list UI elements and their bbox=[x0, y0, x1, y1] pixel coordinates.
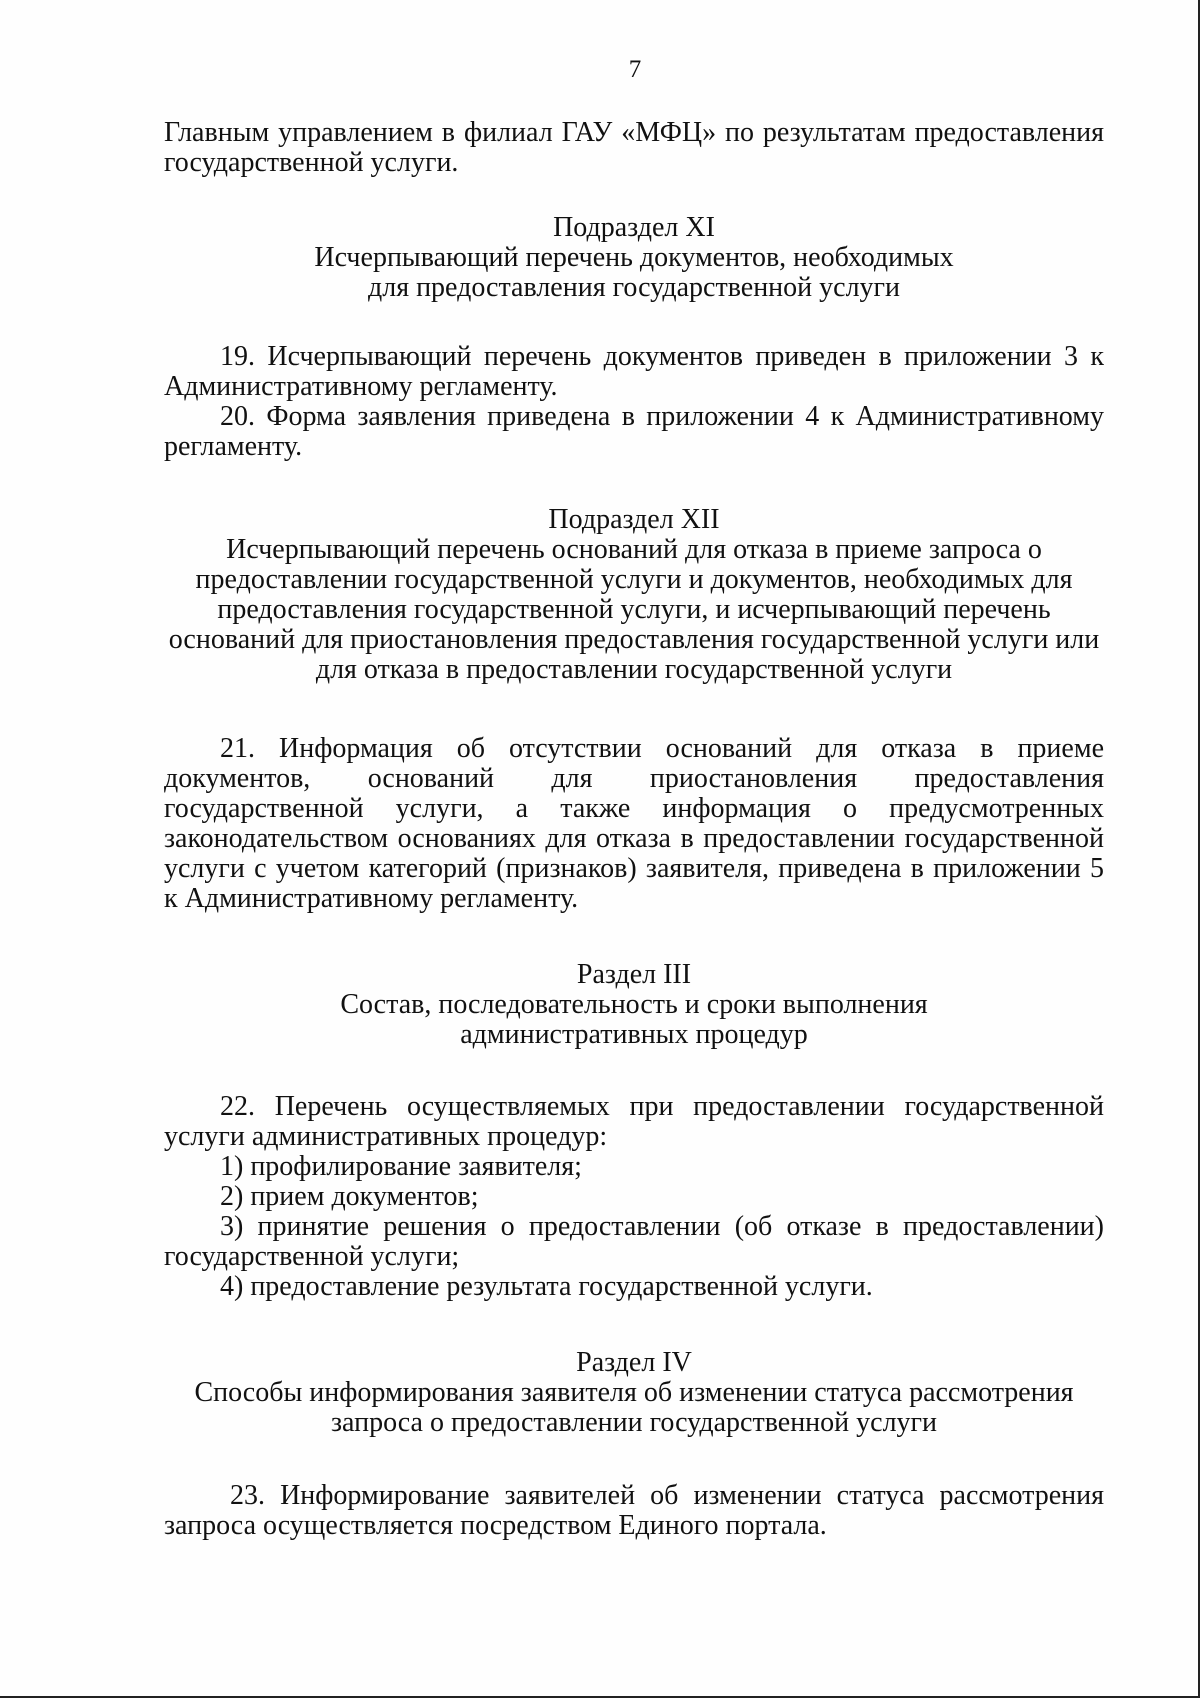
subsection-xi-label: Подраздел XI bbox=[553, 212, 715, 243]
subsection-xii-title-line: предоставления государственной услуги, и исчерпывающий перечень bbox=[217, 594, 1051, 625]
intro-paragraph: Главным управлением в филиал ГАУ «МФЦ» по результатам предоставления государственной услуги. bbox=[164, 117, 1104, 178]
subsection-xii-label: Подраздел XII bbox=[548, 504, 720, 535]
section-iv-title-line: Способы информирования заявителя об изменении статуса рассмотрения bbox=[194, 1377, 1074, 1408]
procedure-list-item: 3) принятие решения о предоставлении (об отказе в предоставлении) государственной услуги; bbox=[164, 1211, 1104, 1272]
section-iii-heading bbox=[164, 960, 1104, 1050]
procedure-list-item: 4) предоставление результата государственной услуги. bbox=[220, 1271, 873, 1302]
paragraph-22: 22. Перечень осуществляемых при предоставлении государственной услуги административных процедур: bbox=[164, 1091, 1104, 1152]
paragraph-23-block bbox=[164, 1481, 1104, 1541]
procedure-list-item: 1) профилирование заявителя; bbox=[220, 1151, 582, 1182]
section-iv-title-line: запроса о предоставлении государственной услуги bbox=[330, 1407, 938, 1438]
paragraph-23: 23. Информирование заявителей об изменении статуса рассмотрения запроса осуществляется посредством Единого портала. bbox=[164, 1480, 1104, 1541]
subsection-xii-title-line: Исчерпывающий перечень оснований для отказа в приеме запроса о bbox=[226, 534, 1042, 565]
section-iii-title-line: Состав, последовательность и сроки выполнения bbox=[340, 989, 928, 1020]
subsection-xii-heading bbox=[164, 505, 1104, 685]
page-number: 7 bbox=[628, 56, 642, 83]
section-iv-heading bbox=[164, 1348, 1104, 1438]
paragraph-21: 21. Информация об отсутствии оснований для отказа в приеме документов, оснований для приостановления предоставления государственной услуги, а также информация о предусмотренных законодательством основаниях для отказа в предоставлении государственной услуги с учетом категорий (признаков) заявителя, приведена в приложении 5 к Административному регламенту. bbox=[164, 733, 1104, 914]
subsection-xii-title-line: для отказа в предоставлении государственной услуги bbox=[315, 654, 953, 685]
paragraph-21-block bbox=[164, 734, 1104, 914]
subsection-xi-title-line: для предоставления государственной услуги bbox=[367, 272, 901, 303]
intro-block bbox=[164, 118, 1104, 178]
section-iv-label: Раздел IV bbox=[576, 1347, 692, 1378]
subsection-xi-heading bbox=[164, 213, 1104, 303]
paragraph-20: 20. Форма заявления приведена в приложении 4 к Административному регламенту. bbox=[164, 401, 1104, 462]
section-iii-title-line: административных процедур bbox=[460, 1019, 808, 1050]
paragraphs-19-20 bbox=[164, 342, 1104, 462]
paragraph-19: 19. Исчерпывающий перечень документов приведен в приложении 3 к Административному регламенту. bbox=[164, 341, 1104, 402]
subsection-xii-title-line: оснований для приостановления предоставления государственной услуги или bbox=[168, 624, 1100, 655]
procedure-list-item: 2) прием документов; bbox=[220, 1181, 479, 1212]
subsection-xi-title-line: Исчерпывающий перечень документов, необходимых bbox=[314, 242, 954, 273]
subsection-xii-title-line: предоставлении государственной услуги и документов, необходимых для bbox=[195, 564, 1073, 595]
section-iii-label: Раздел III bbox=[576, 959, 692, 990]
paragraph-22-block bbox=[164, 1092, 1104, 1302]
